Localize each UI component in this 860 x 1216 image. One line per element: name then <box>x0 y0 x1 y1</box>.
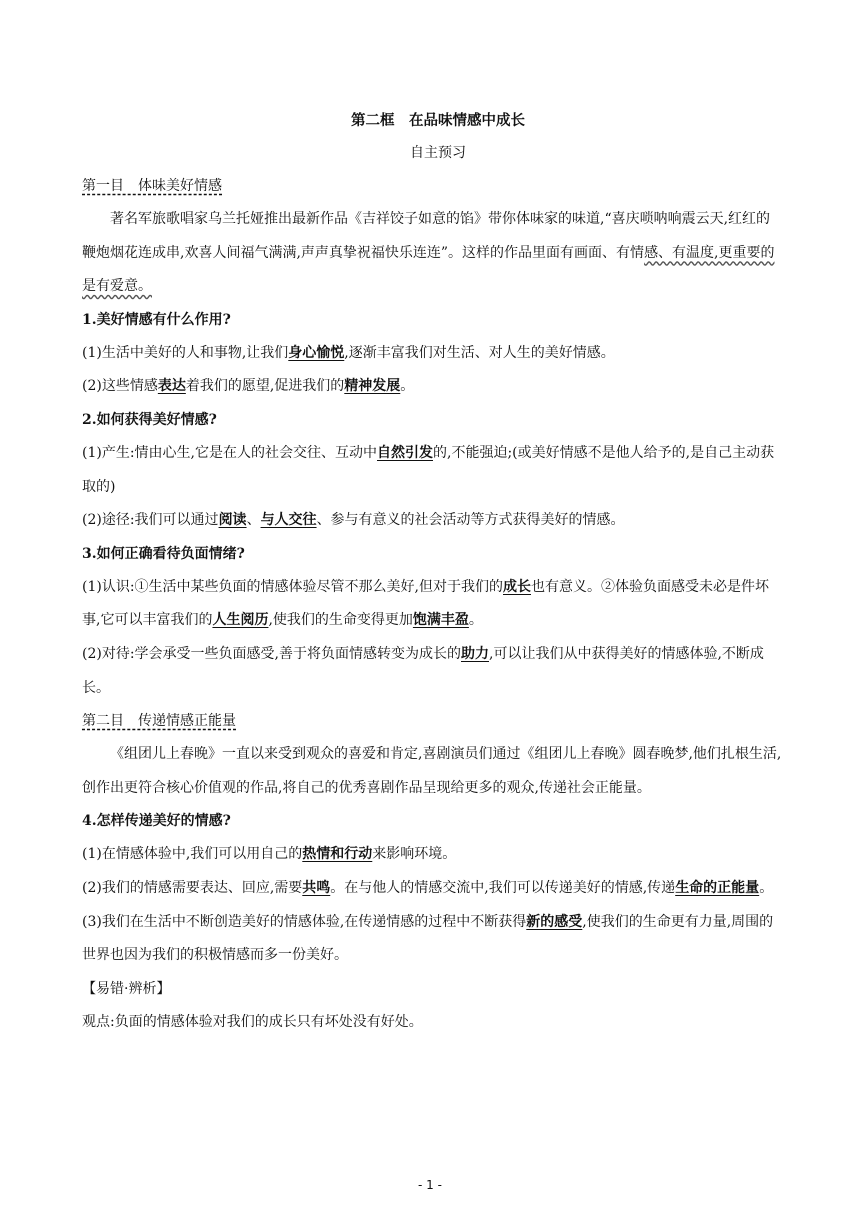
section-heading-1: 第一目 体味美好情感 <box>82 178 222 194</box>
keyword: 人生阅历 <box>212 612 269 629</box>
keyword: 成长 <box>503 578 531 595</box>
answer-item: (2)我们的情感需要表达、回应,需要共鸣。在与他人的情感交流中,我们可以传递美好的情感,传递生命的正能量。 <box>82 879 774 896</box>
section-heading-2: 第二目 传递情感正能量 <box>82 713 236 730</box>
keyword: 自然引发 <box>377 444 433 461</box>
page-subtitle: 自主预习 <box>410 145 466 161</box>
keyword: 表达 <box>157 378 186 395</box>
page-number: - 1 - <box>418 1178 442 1192</box>
answer-item: (3)我们在生活中不断创造美好的情感体验,在传递情感的过程中不断获得新的感受,使我们的生命更有力量,周围的世界也因为我们的积极情感而多一份美好。 <box>82 913 774 964</box>
question-heading-2: 2.如何获得美好情感? <box>82 411 217 428</box>
intro-paragraph-1-text: 著名军旅歌唱家乌兰托娅推出最新作品《吉祥饺子如意的馅》带你体味家的味道,“喜庆唢呐响震云天,红红的鞭炮烟花连成串,欢喜人间福气满满,声声真挚祝福快乐连连”。这样的作品里面有画面、有情 <box>82 211 771 261</box>
answer-item: (1)在情感体验中,我们可以用自己的热情和行动来影响环境。 <box>82 846 457 863</box>
intro-paragraph-1 <box>82 203 782 304</box>
answer-item: (1)认识:①生活中某些负面的情感体验尽管不那么美好,但对于我们的成长也有意义。②体验负面感受未必是件坏事,它可以丰富我们的人生阅历,使我们的生命变得更加饱满丰盈。 <box>82 578 769 629</box>
error-analysis-heading: 【易错·辨析】 <box>82 980 171 997</box>
keyword: 阅读 <box>218 512 247 529</box>
answer-item: (2)途径:我们可以通过阅读、与人交往、参与有意义的社会活动等方式获得美好的情感。 <box>82 512 625 529</box>
answer-item: (2)这些情感表达着我们的愿望,促进我们的精神发展。 <box>82 378 415 395</box>
keyword: 生命的正能量 <box>675 879 760 896</box>
answer-item: (1)产生:情由心生,它是在人的社会交往、互动中自然引发的,不能强迫;(或美好情感不是他人给予的,是自己主动获取的) <box>82 444 775 495</box>
keyword: 饱满丰盈 <box>412 612 469 629</box>
keyword: 共鸣 <box>302 879 331 896</box>
answer-item: (2)对待:学会承受一些负面感受,善于将负面情感转变为成长的助力,可以让我们从中获得美好的情感体验,不断成长。 <box>82 645 764 696</box>
intro-paragraph-2: 《组团儿上春晚》一直以来受到观众的喜爱和肯定,喜剧演员们通过《组团儿上春晚》圆春晚梦,他们扎根生活,创作出更符合核心价值观的作品,将自己的优秀喜剧作品呈现给更多的观众,传递社会正能量。 <box>82 746 782 796</box>
intro-paragraph-1-underlined: 感、有温度,更重要的是有爱意。 <box>82 244 775 295</box>
keyword: 热情和行动 <box>302 846 373 863</box>
keyword: 新的感受 <box>526 913 583 930</box>
answer-item: (1)生活中美好的人和事物,让我们身心愉悦,逐渐丰富我们对生活、对人生的美好情感。 <box>82 344 615 361</box>
keyword: 助力 <box>461 645 489 662</box>
document-page <box>82 104 782 1040</box>
keyword: 与人交往 <box>260 512 317 529</box>
viewpoint-text: 观点:负面的情感体验对我们的成长只有坏处没有好处。 <box>82 1014 423 1031</box>
keyword: 精神发展 <box>344 378 401 395</box>
question-heading-3: 3.如何正确看待负面情绪? <box>82 545 245 562</box>
question-heading-4: 4.怎样传递美好的情感? <box>82 813 231 830</box>
question-heading-1: 1.美好情感有什么作用? <box>82 311 231 328</box>
keyword: 身心愉悦 <box>288 344 345 361</box>
page-title: 第二框 在品味情感中成长 <box>351 112 525 129</box>
